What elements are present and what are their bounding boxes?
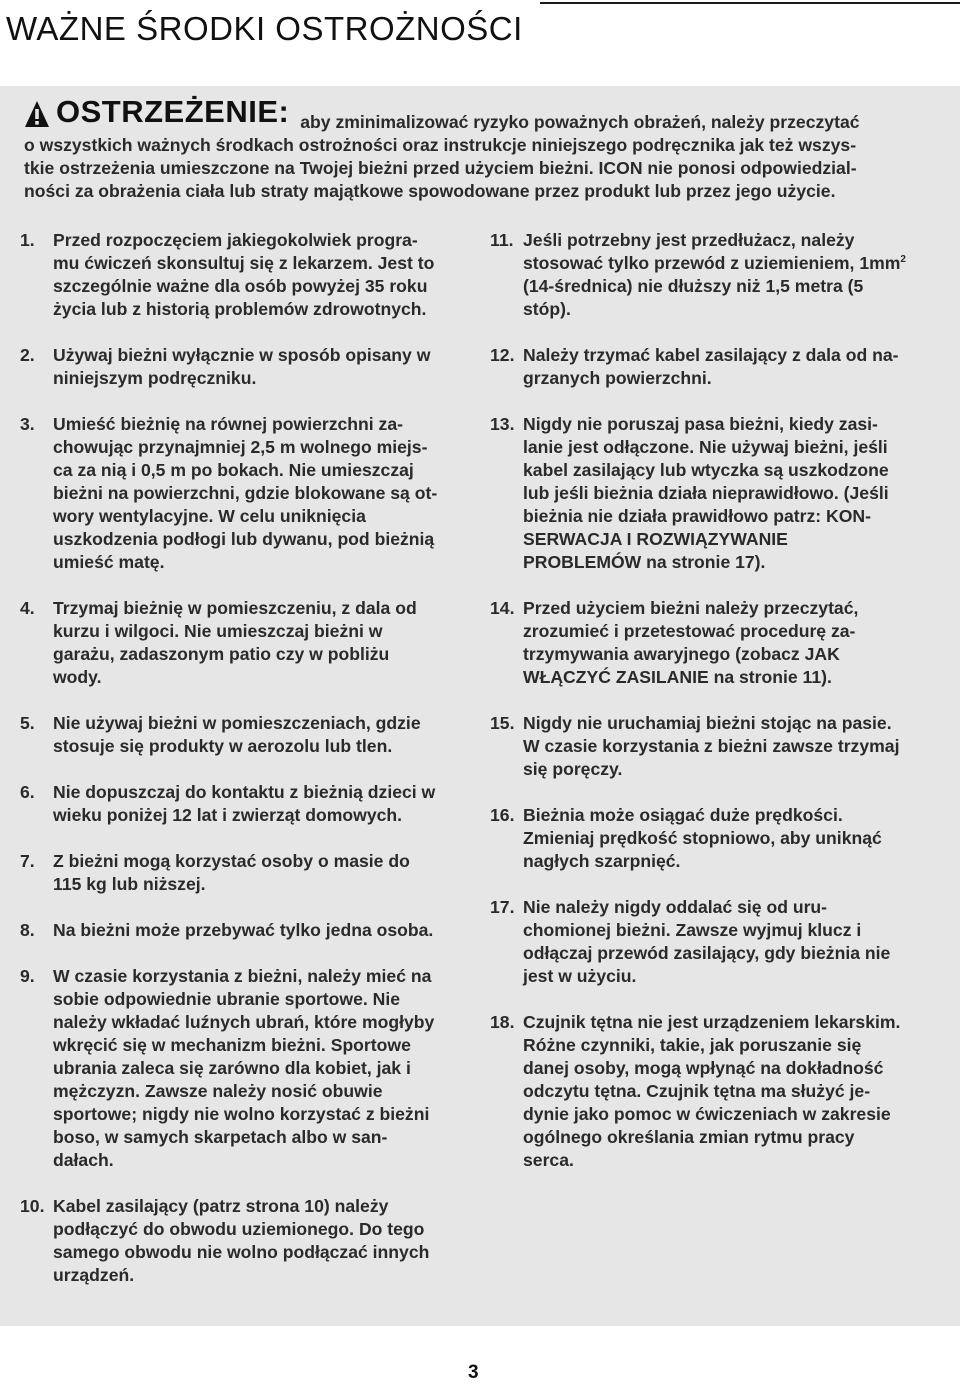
item-text-line: ca za nią i 0,5 m po bokach. Nie umieszczaj [53, 460, 414, 480]
item-text-line: Kabel zasilający (patrz strona 10) należy [53, 1196, 389, 1216]
item-text-line: zrozumieć i przetestować procedurę za- [523, 621, 856, 641]
item-text-line: jest w użyciu. [523, 966, 637, 986]
precaution-item [490, 344, 930, 390]
item-text-line: życia lub z historią problemów zdrowotnych. [53, 299, 427, 319]
precaution-item [490, 896, 930, 988]
superscript: 2 [900, 254, 906, 266]
precaution-item [490, 597, 930, 689]
item-text-line: Czujnik tętna nie jest urządzeniem lekarskim. [523, 1012, 901, 1032]
item-text-line: serca. [523, 1150, 574, 1170]
item-text-line: sobie odpowiednie ubranie sportowe. Nie [53, 989, 401, 1009]
precaution-item [20, 712, 460, 758]
item-text-line: W czasie korzystania z bieżni zawsze trzymaj [523, 736, 900, 756]
item-number: 4. [20, 598, 35, 618]
item-text-line: WŁĄCZYĆ ZASILANIE na stronie 11). [523, 667, 832, 687]
precaution-item [490, 1011, 930, 1172]
item-text-line: Bieżnia może osiągać duże prędkości. [523, 805, 843, 825]
item-text-line: Umieść bieżnię na równej powierzchni za- [53, 414, 404, 434]
item-number: 13. [490, 414, 515, 434]
precaution-item [20, 965, 460, 1172]
item-text-line: ogólnego określania zmian rytmu pracy [523, 1127, 855, 1147]
precaution-item [20, 597, 460, 689]
item-text-line: Nigdy nie uruchamiaj bieżni stojąc na pasie. [523, 713, 892, 733]
precaution-item [20, 413, 460, 574]
item-text-line: Nigdy nie poruszaj pasa bieżni, kiedy zasi- [523, 414, 878, 434]
precaution-item [20, 344, 460, 390]
warning-label: OSTRZEŻENIE: [56, 94, 290, 129]
precaution-item [20, 781, 460, 827]
item-text-line: Różne czynniki, takie, jak poruszanie się [523, 1035, 862, 1055]
item-text-line: Przed rozpoczęciem jakiegokolwiek progra- [53, 230, 418, 250]
item-text-line: W czasie korzystania z bieżni, należy mieć na [53, 966, 432, 986]
warning-triangle-icon [24, 100, 50, 128]
item-text-line: Nie używaj bieżni w pomieszczeniach, gdzie [53, 713, 421, 733]
item-text-line: samego obwodu nie wolno podłączać innych [53, 1242, 430, 1262]
warning-line: tkie ostrzeżenia umieszczone na Twojej bieżni przed użyciem bieżni. ICON nie ponosi odpowiedzial- [24, 158, 857, 178]
item-number: 14. [490, 598, 515, 618]
item-text-line: mu ćwiczeń skonsultuj się z lekarzem. Jest to [53, 253, 435, 273]
item-number: 3. [20, 414, 35, 434]
item-number: 12. [490, 345, 515, 365]
item-text-line: 115 kg lub niższej. [53, 874, 206, 894]
item-text-line: lub jeśli bieżnia działa nieprawidłowo. (Jeśli [523, 483, 889, 503]
item-text-line: szczególnie ważne dla osób powyżej 35 roku [53, 276, 428, 296]
item-text-line: stosuje się produkty w aerozolu lub tlen. [53, 736, 393, 756]
item-number: 2. [20, 345, 35, 365]
item-text-line: chomionej bieżni. Zawsze wyjmuj klucz i [523, 920, 862, 940]
page-title: WAŻNE ŚRODKI OSTROŻNOŚCI [6, 10, 523, 47]
item-number: 8. [20, 920, 35, 940]
precaution-item [490, 413, 930, 574]
item-text-line: odłączaj przewód zasilający, gdy bieżnia nie [523, 943, 891, 963]
warning-line: ności za obrażenia ciała lub straty majątkowe spowodowane przez produkt lub przez jego użycie. [24, 181, 836, 201]
item-number: 1. [20, 230, 35, 250]
precaution-item [20, 229, 460, 321]
item-text-line: dynie jako pomoc w ćwiczeniach w zakresie [523, 1104, 891, 1124]
item-number: 7. [20, 851, 35, 871]
item-text-line: umieść matę. [53, 552, 165, 572]
item-text-line: stosować tylko przewód z uziemieniem, $1mm^2$ [523, 253, 906, 273]
item-text-line: kabel zasilający lub wtyczka są uszkodzone [523, 460, 889, 480]
item-text-line: Z bieżni mogą korzystać osoby o masie do [53, 851, 410, 871]
item-text-line: Należy trzymać kabel zasilający z dala od na- [523, 345, 899, 365]
warning-line: aby zminimalizować ryzyko poważnych obrażeń, należy przeczytać [300, 112, 860, 132]
item-text-line: lanie jest odłączone. Nie używaj bieżni, jeśli [523, 437, 888, 457]
item-text-line: wory wentylacyjne. W celu uniknięcia [53, 506, 366, 526]
page-number: 3 [468, 1362, 479, 1383]
item-number: 18. [490, 1012, 515, 1032]
warning-line: o wszystkich ważnych środkach ostrożności oraz instrukcje niniejszego podręcznika jak też wszys- [24, 135, 857, 155]
item-text-line: wieku poniżej 12 lat i zwierząt domowych. [53, 805, 403, 825]
item-text-line: sportowe; nigdy nie wolno korzystać z bieżni [53, 1104, 430, 1124]
item-text-line: nagłych szarpnięć. [523, 851, 681, 871]
item-number: 11. [490, 230, 514, 250]
item-text-line: boso, w samych skarpetach albo w san- [53, 1127, 388, 1147]
item-text-line: odczytu tętna. Czujnik tętna ma służyć je- [523, 1081, 871, 1101]
item-text-line: Przed użyciem bieżni należy przeczytać, [523, 598, 859, 618]
item-text-line: chowując przynajmniej 2,5 m wolnego miejs- [53, 437, 428, 457]
warning-block [24, 96, 936, 203]
item-text-line: Zmieniaj prędkość stopniowo, aby uniknąć [523, 828, 882, 848]
item-number: 17. [490, 897, 515, 917]
item-text-line: uszkodzenia podłogi lub dywanu, pod bieżnią [53, 529, 435, 549]
item-number: 9. [20, 966, 35, 986]
item-text-line: niniejszym podręczniku. [53, 368, 257, 388]
item-text-line: trzymywania awaryjnego (zobacz JAK [523, 644, 840, 664]
item-text-line: (14-średnica) nie dłuższy niż 1,5 metra (5 [523, 276, 864, 296]
item-text-line: wody. [53, 667, 102, 687]
item-text-line: Używaj bieżni wyłącznie w sposób opisany w [53, 345, 431, 365]
precaution-item [490, 804, 930, 873]
item-text-line: danej osoby, mogą wpłynąć na dokładność [523, 1058, 884, 1078]
precautions-left-column [20, 229, 460, 1287]
item-text-line: się poręczy. [523, 759, 623, 779]
item-text-line: ubrania zaleca się zarówno dla kobiet, jak i [53, 1058, 411, 1078]
item-text-line: kurzu i wilgoci. Nie umieszczaj bieżni w [53, 621, 383, 641]
top-rule [0, 0, 960, 5]
item-number: 16. [490, 805, 515, 825]
item-text-line: stóp). [523, 299, 571, 319]
precaution-item [490, 712, 930, 781]
item-text-line: wkręcić się w mechanizm bieżni. Sportowe [53, 1035, 411, 1055]
item-text-line: Jeśli potrzebny jest przedłużacz, należy [523, 230, 855, 250]
item-text-line: SERWACJA I ROZWIĄZYWANIE [523, 529, 788, 549]
item-number: 15. [490, 713, 515, 733]
precaution-item [20, 850, 460, 896]
item-text-line: grzanych powierzchni. [523, 368, 712, 388]
item-text-line: PROBLEMÓW na stronie 17). [523, 552, 766, 572]
item-number: 6. [20, 782, 35, 802]
item-text-line: podłączyć do obwodu uziemionego. Do tego [53, 1219, 425, 1239]
item-text-line: bieżni na powierzchni, gdzie blokowane są ot- [53, 483, 438, 503]
item-text-line: urządzeń. [53, 1265, 135, 1285]
precautions-right-column [490, 229, 930, 1172]
item-text-line: bieżnia nie działa prawidłowo patrz: KON- [523, 506, 872, 526]
precaution-item [20, 1195, 460, 1287]
item-text-line: Nie należy nigdy oddalać się od uru- [523, 897, 828, 917]
item-text-line: Trzymaj bieżnię w pomieszczeniu, z dala od [53, 598, 417, 618]
item-text-line: Na bieżni może przebywać tylko jedna osoba. [53, 920, 434, 940]
precaution-item [490, 229, 930, 321]
item-text-line: należy wkładać luźnych ubrań, które mogłyby [53, 1012, 435, 1032]
item-text-line: Nie dopuszczaj do kontaktu z bieżnią dzieci w [53, 782, 436, 802]
item-text-line: garażu, zadaszonym patio czy w pobliżu [53, 644, 390, 664]
precaution-item [20, 919, 460, 942]
item-text-line: dałach. [53, 1150, 114, 1170]
item-text-line: mężczyzn. Zawsze należy nosić obuwie [53, 1081, 383, 1101]
item-number: 5. [20, 713, 35, 733]
item-number: 10. [20, 1196, 45, 1216]
